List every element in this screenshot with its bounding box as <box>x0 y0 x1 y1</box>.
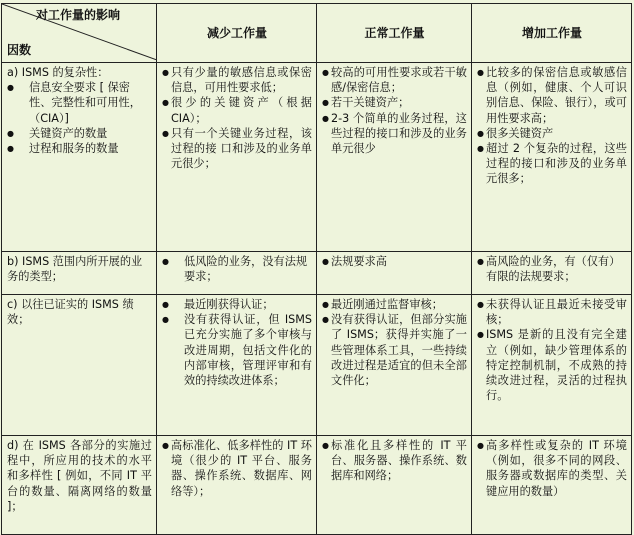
list-item: ● 标准化且多样性的 IT 平台、服务器、操作系统、数据库和网络； <box>322 438 467 484</box>
reduce-cell <box>157 63 317 252</box>
list-item: ● 比较多的保密信息或敏感信息（例如，健康、个人可识别信息、保险、银行），或可用性要求高； <box>477 65 627 126</box>
factor-cell <box>2 252 157 295</box>
list-item: ● 高标准化、低多样性的 IT 环境（很少的 IT 平台、服务器、操作系统、数据库、网络等）； <box>162 438 312 499</box>
table-row <box>2 295 632 436</box>
list-item: ● 若干关键资产； <box>322 95 467 110</box>
column-header-increase: 增加工作量 <box>472 4 632 63</box>
list-item: ● 2-3 个简单的业务过程，这些过程的接口和涉及的业务单元很少 <box>322 111 467 157</box>
increase-cell <box>472 63 632 252</box>
factor-title: d) 在 ISMS 各部分的实施过程中，所应用的技术的水平和多样性 [ 例如，不同 IT 平台的数量、隔离网络的数量 ]； <box>7 439 152 513</box>
list-item: ● 很多关键资产 <box>477 126 627 141</box>
list-item: ● 很少的关键资产（根据 CIA）； <box>162 95 312 125</box>
workload-factor-table <box>1 3 632 535</box>
normal-cell <box>317 252 472 295</box>
increase-cell <box>472 436 632 535</box>
list-item: ● 最近刚获得认证； <box>162 297 312 312</box>
normal-cell <box>317 63 472 252</box>
list-item: ● 高风险的业务，有（仅有）有限的法规要求； <box>477 254 627 284</box>
list-item: ● 只有一个关键业务过程，该过程的接 口和涉及的业务单 元很少； <box>162 126 312 172</box>
list-item: ● 高多样性或复杂的 IT 环境（例如，很多不同的网段、服务器或数据库的类型、关键应用的数量） <box>477 438 627 499</box>
list-item: ● 超过 2 个复杂的过程，这些过程的接口和涉及的业务单元很多； <box>477 141 627 187</box>
column-header-reduce: 减少工作量 <box>157 4 317 63</box>
list-item: ● 只有少量的敏感信息或保密信息，可用性要求低； <box>162 65 312 95</box>
list-item: ● 法规要求高 <box>322 254 467 269</box>
factor-title: c) 以往已证实的 ISMS 绩效； <box>7 298 134 327</box>
list-item: ● 过程和服务的数量 <box>7 141 152 156</box>
factor-title: b) ISMS 范围内所开展的业务的类型； <box>7 255 143 284</box>
table-row <box>2 252 632 295</box>
normal-cell <box>317 295 472 436</box>
list-item: ● 较高的可用性要求或若干敏感/保密信息； <box>322 65 467 95</box>
reduce-cell <box>157 295 317 436</box>
table-row <box>2 436 632 535</box>
column-header-normal: 正常工作量 <box>317 4 472 63</box>
normal-cell <box>317 436 472 535</box>
list-item: ● ISMS 是新的且没有完全建立（例如，缺少管理体系的特定控制机制，不成熟的持续改进过程，灵活的过程执行。 <box>477 327 627 403</box>
factor-title: a) ISMS 的复杂性： <box>7 66 109 79</box>
list-item: ● 信息安全要求 [ 保密性、完整性和可用性，（CIA）] <box>7 80 152 126</box>
list-item: ● 未获得认证且最近未接受审核； <box>477 297 627 327</box>
reduce-cell <box>157 436 317 535</box>
corner-top-label: 对工作量的影响 <box>36 8 121 22</box>
list-item: ● 没有获得认证，但 ISMS 已充分实施了多个审核与改进周期，包括文件化的内部审核，管理评审和有效的持续改进体系； <box>162 312 312 388</box>
header-row <box>2 4 632 63</box>
corner-bottom-label: 因数 <box>7 42 32 57</box>
increase-cell <box>472 295 632 436</box>
corner-header-cell <box>2 4 157 63</box>
list-item: ● 低风险的业务，没有法规要求； <box>162 254 312 284</box>
list-item: ● 最近刚通过监督审核； <box>322 297 467 312</box>
table-row <box>2 63 632 252</box>
list-item: ● 关键资产的数量 <box>7 126 152 141</box>
factor-cell <box>2 63 157 252</box>
factor-cell <box>2 436 157 535</box>
increase-cell <box>472 252 632 295</box>
reduce-cell <box>157 252 317 295</box>
factor-cell <box>2 295 157 436</box>
list-item: ● 没有获得认证，但部分实施了 ISMS；获得并实施了一些管理体系工具，一些持续改进过程是适宜的但未全部文件化； <box>322 312 467 388</box>
